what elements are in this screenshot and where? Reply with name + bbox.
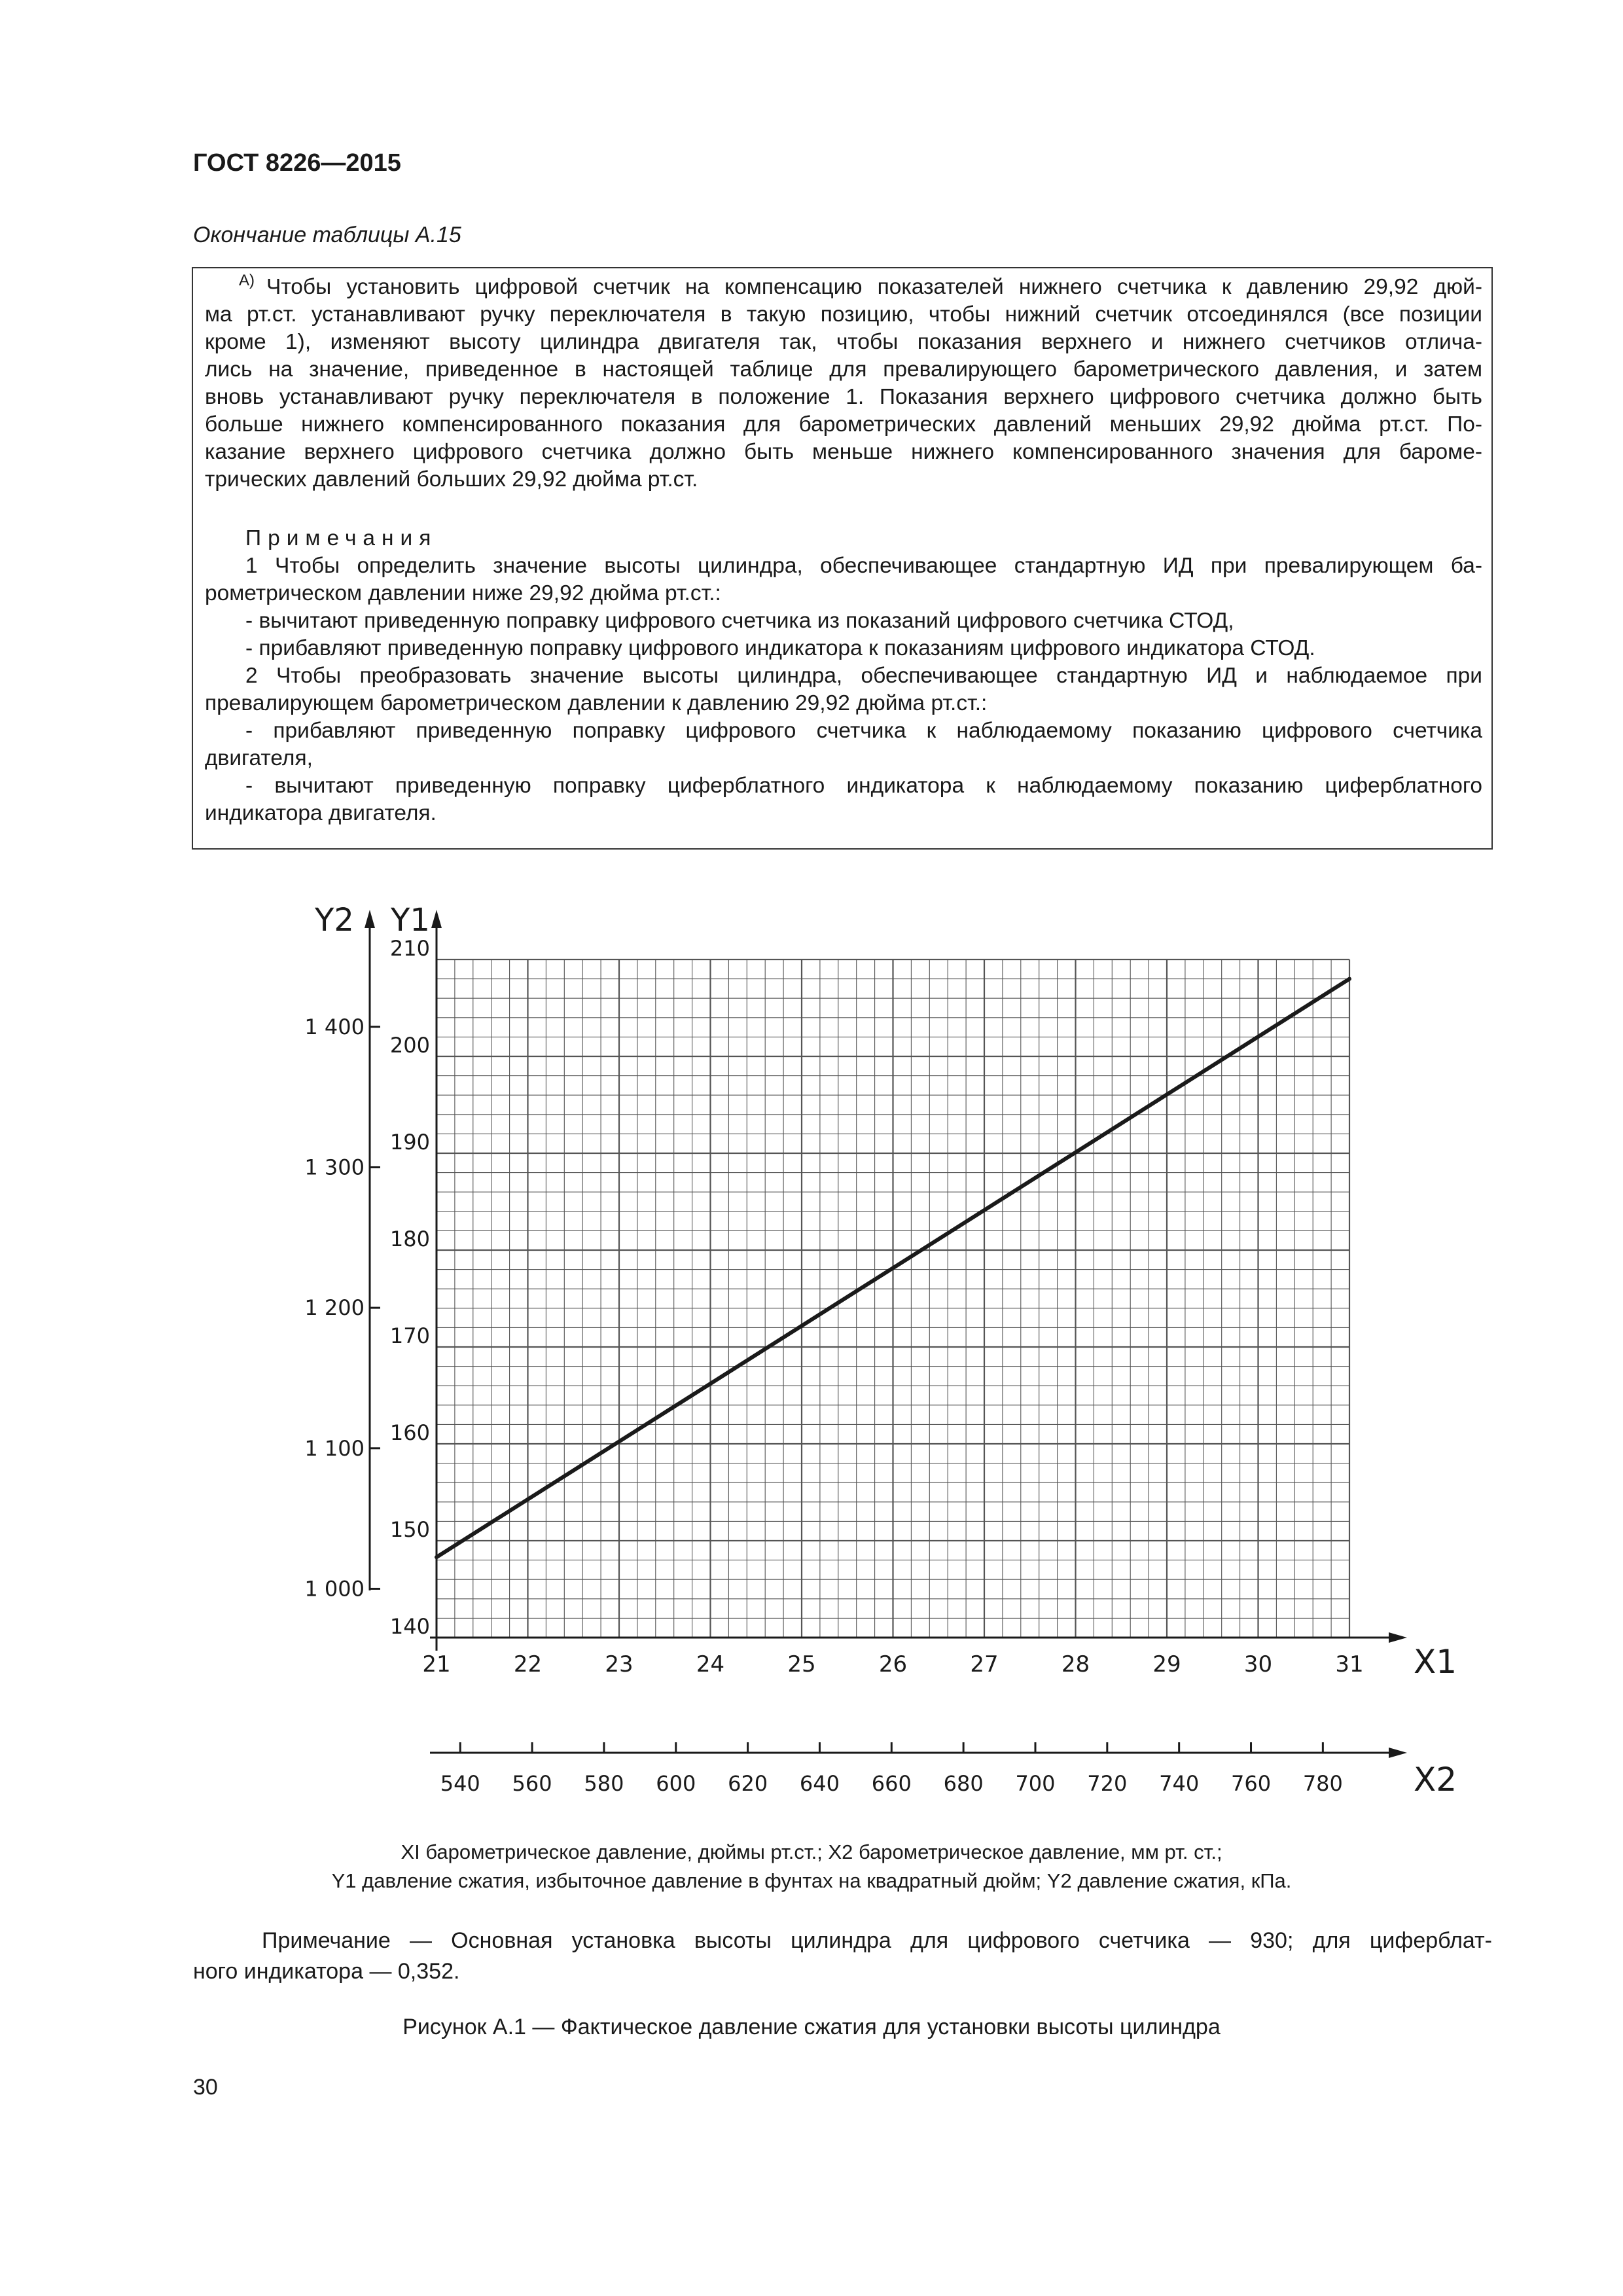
document-title: ГОСТ 8226—2015 xyxy=(193,149,401,177)
x1-tick-label: 21 xyxy=(422,1651,451,1677)
page-number: 30 xyxy=(193,2075,218,2100)
x2-tick-label: 660 xyxy=(871,1771,912,1796)
x1-axis-label: X1 xyxy=(1414,1643,1457,1681)
footnote-line: казание верхнего цифрового счетчика должно быть меньше нижнего компенсированного значения для бароме- xyxy=(205,440,1482,464)
x1-tick-label: 22 xyxy=(513,1651,543,1677)
x1-tick-label: 25 xyxy=(787,1651,816,1677)
y2-axis-label: Y2 xyxy=(315,902,354,939)
y2-tick-label: 1 400 xyxy=(304,1014,365,1039)
note-line: - вычитают приведенную поправку циферблатного индикатора к наблюдаемому показанию циферблатного xyxy=(245,774,1482,798)
y1-tick-label: 150 xyxy=(389,1517,430,1542)
y1-tick-label: 160 xyxy=(389,1420,430,1445)
note-line: индикатора двигателя. xyxy=(205,801,437,825)
note-line: 1 Чтобы определить значение высоты цилиндра, обеспечивающее стандартную ИД при превалирующем ба- xyxy=(245,554,1482,578)
footnote-line: лись на значение, приведенное в настоящей таблице для превалирующего барометрического давления, и затем xyxy=(205,357,1482,382)
compression-pressure-chart xyxy=(262,897,1457,1813)
y1-tick-label: 180 xyxy=(389,1227,430,1251)
note-line: - вычитают приведенную поправку цифрового счетчика из показаний цифрового счетчика СТОД, xyxy=(245,609,1234,633)
footnote-marker: А) xyxy=(239,272,255,289)
x1-tick-label: 24 xyxy=(696,1651,725,1677)
footnote-line: вновь устанавливают ручку переключателя в положение 1. Показания верхнего цифрового счетчика должно быть xyxy=(205,385,1482,409)
x2-tick-label: 680 xyxy=(943,1771,984,1796)
y1-tick-label: 200 xyxy=(389,1033,430,1058)
note-line: рометрическом давлении ниже 29,92 дюйма рт.ст.: xyxy=(205,581,721,605)
x2-tick-label: 780 xyxy=(1302,1771,1343,1796)
footnote-line: больше нижнего компенсированного показания для барометрических давлений меньших 29,92 дюйма рт.ст. По- xyxy=(205,412,1482,437)
footnote-line: ма рт.ст. устанавливают ручку переключателя в такую позицию, чтобы нижний счетчик отсоединялся (все позиции xyxy=(205,302,1482,327)
y2-tick-label: 1 100 xyxy=(304,1435,365,1461)
chart-labels xyxy=(304,902,1457,1799)
x2-tick-label: 700 xyxy=(1015,1771,1056,1796)
x1-tick-label: 23 xyxy=(605,1651,633,1677)
table-footnote-box xyxy=(192,267,1493,850)
note-line: - прибавляют приведенную поправку цифрового индикатора к показаниям цифрового индикатора СТОД. xyxy=(245,636,1315,660)
chart-grid xyxy=(437,960,1349,1638)
note-line: 2 Чтобы преобразовать значение высоты цилиндра, обеспечивающее стандартную ИД и наблюдаемое при xyxy=(245,664,1482,688)
y1-axis-label: Y1 xyxy=(391,902,430,939)
y2-tick-label: 1 300 xyxy=(304,1155,365,1180)
x1-tick-label: 28 xyxy=(1061,1651,1090,1677)
figure-legend-line-2: Y1 давление сжатия, избыточное давление в фунтах на квадратный дюйм; Y2 давление сжатия, кПа. xyxy=(331,1869,1292,1892)
note-line: двигателя, xyxy=(205,746,313,770)
x2-tick-label: 580 xyxy=(584,1771,624,1796)
x2-tick-label: 620 xyxy=(728,1771,768,1796)
x2-tick-label: 720 xyxy=(1087,1771,1128,1796)
x2-tick-label: 640 xyxy=(799,1771,840,1796)
figure-legend-line-1: XI барометрическое давление, дюймы рт.ст.; X2 барометрическое давление, мм рт. ст.; xyxy=(401,1840,1222,1863)
note-line: превалирующем барометрическом давлении к давлению 29,92 дюйма рт.ст.: xyxy=(205,691,988,715)
x2-tick-label: 560 xyxy=(512,1771,552,1796)
x1-tick-label: 29 xyxy=(1152,1651,1181,1677)
y1-tick-label: 140 xyxy=(389,1614,430,1639)
footnote-line: трических давлений больших 29,92 дюйма рт.ст. xyxy=(205,467,698,492)
x2-tick-label: 540 xyxy=(440,1771,480,1796)
table-continuation-caption: Окончание таблицы А.15 xyxy=(193,223,461,247)
x2-tick-label: 600 xyxy=(656,1771,696,1796)
figure-note-line-1: Примечание — Основная установка высоты цилиндра для цифрового счетчика — 930; для циферблат- xyxy=(262,1928,1492,1953)
figure-caption: Рисунок А.1 — Фактическое давление сжатия для установки высоты цилиндра xyxy=(402,2015,1221,2039)
x2-axis-label: X2 xyxy=(1414,1761,1457,1799)
x1-tick-label: 26 xyxy=(878,1651,908,1677)
x1-tick-label: 30 xyxy=(1243,1651,1273,1677)
y1-axis-arrow xyxy=(431,910,442,928)
x1-tick-label: 31 xyxy=(1335,1651,1364,1677)
y2-tick-label: 1 000 xyxy=(304,1576,365,1602)
note-line: - прибавляют приведенную поправку цифрового счетчика к наблюдаемому показанию цифрового счетчика xyxy=(245,719,1482,743)
y1-tick-label: 170 xyxy=(389,1323,430,1348)
footnote-line: Чтобы установить цифровой счетчик на компенсацию показателей нижнего счетчика к давлению 29,92 дюй- xyxy=(266,275,1482,299)
x1-tick-label: 27 xyxy=(970,1651,999,1677)
notes-heading: Примечания xyxy=(245,526,438,550)
x1-axis-arrow xyxy=(1389,1632,1407,1643)
x2-axis-arrow xyxy=(1389,1748,1407,1758)
x2-tick-label: 740 xyxy=(1159,1771,1200,1796)
figure-note-line-2: ного индикатора — 0,352. xyxy=(193,1959,460,1984)
footnote-line: кроме 1), изменяют высоту цилиндра двигателя так, чтобы показания верхнего и нижнего счетчиков отлича- xyxy=(205,330,1482,354)
x2-tick-label: 760 xyxy=(1230,1771,1272,1796)
y2-axis-arrow xyxy=(365,910,375,928)
y1-tick-label: 190 xyxy=(389,1130,430,1155)
y2-tick-label: 1 200 xyxy=(304,1295,365,1321)
y1-tick-label: 210 xyxy=(389,936,430,961)
